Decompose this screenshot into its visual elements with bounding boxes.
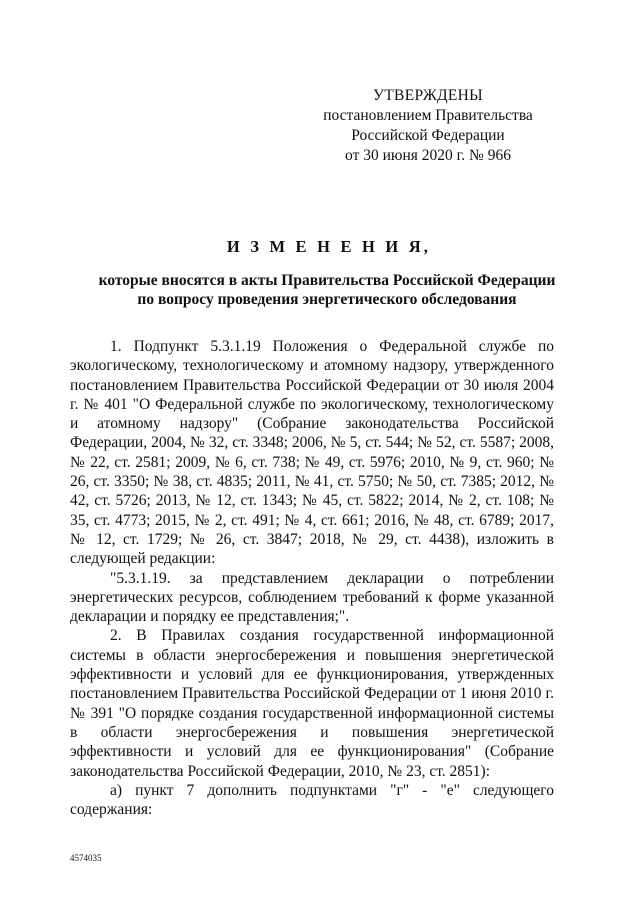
paragraph-2: 2. В Правилах создания государственной информационной системы в области энергосбережения и повышения энергетической эффективности и условий для ее функционирования, утвержденных постановлением Правительства Российской Федерации от 1 июня 2010 г. № 391 "О порядке создания государственной информационной системы в области энергосбережения и повышения энергетической эффективности и условий для ее функционирования" (Собрание законодательства Российской Федерации, 2010, № 23, ст. 2851): <box>70 627 554 780</box>
approval-line-date: от 30 июня 2020 г. № 966 <box>345 147 511 164</box>
approval-line-federation: Российской Федерации <box>351 127 505 144</box>
approval-stamp <box>318 86 538 166</box>
approval-title: УТВЕРЖДЕНЫ <box>373 87 483 104</box>
document-body <box>70 337 554 819</box>
document-subtitle-line-1: которые вносятся в акты Правительства Российской Федерации <box>98 272 556 289</box>
document-code: 4574035 <box>70 853 102 863</box>
paragraph-quote: "5.3.1.19. за представлением декларации о потреблении энергетических ресурсов, соблюдением требований к форме указанной декларации и порядку ее представления;". <box>70 569 554 626</box>
paragraph-subpoint-a: а) пункт 7 дополнить подпунктами "г" - "е" следующего содержания: <box>70 781 554 819</box>
document-heading <box>0 236 640 309</box>
paragraph-1: 1. Подпункт 5.3.1.19 Положения о Федеральной службе по экологическому, технологическому и атомному надзору, утвержденного постановлением Правительства Российской Федерации от 30 июля 2004 г. № 401 "О Федеральной службе по экологическому, технологическому и атомному надзору" (Собрание законодательства Российской Федерации, 2004, № 32, ст. 3348; 2006, № 5, ст. 544; № 52, ст. 5587; 2008, № 22, ст. 2581; 2009, № 6, ст. 738; № 49, ст. 5976; 2010, № 9, ст. 960; № 26, ст. 3350; № 38, ст. 4835; 2011, № 41, ст. 5750; № 50, ст. 7385; 2012, № 42, ст. 5726; 2013, № 12, ст. 1343; № 45, ст. 5822; 2014, № 2, ст. 108; № 35, ст. 4773; 2015, № 2, ст. 491; № 4, ст. 661; 2016, № 48, ст. 6789; 2017, № 12, ст. 1729; № 26, ст. 3847; 2018, № 29, ст. 4438), изложить в следующей редакции: <box>70 338 554 568</box>
approval-line-decree: постановлением Правительства <box>323 107 533 124</box>
document-title: И З М Е Н Е Н И Я, <box>226 237 432 256</box>
document-subtitle-line-2: по вопросу проведения энергетического обследования <box>137 291 517 308</box>
